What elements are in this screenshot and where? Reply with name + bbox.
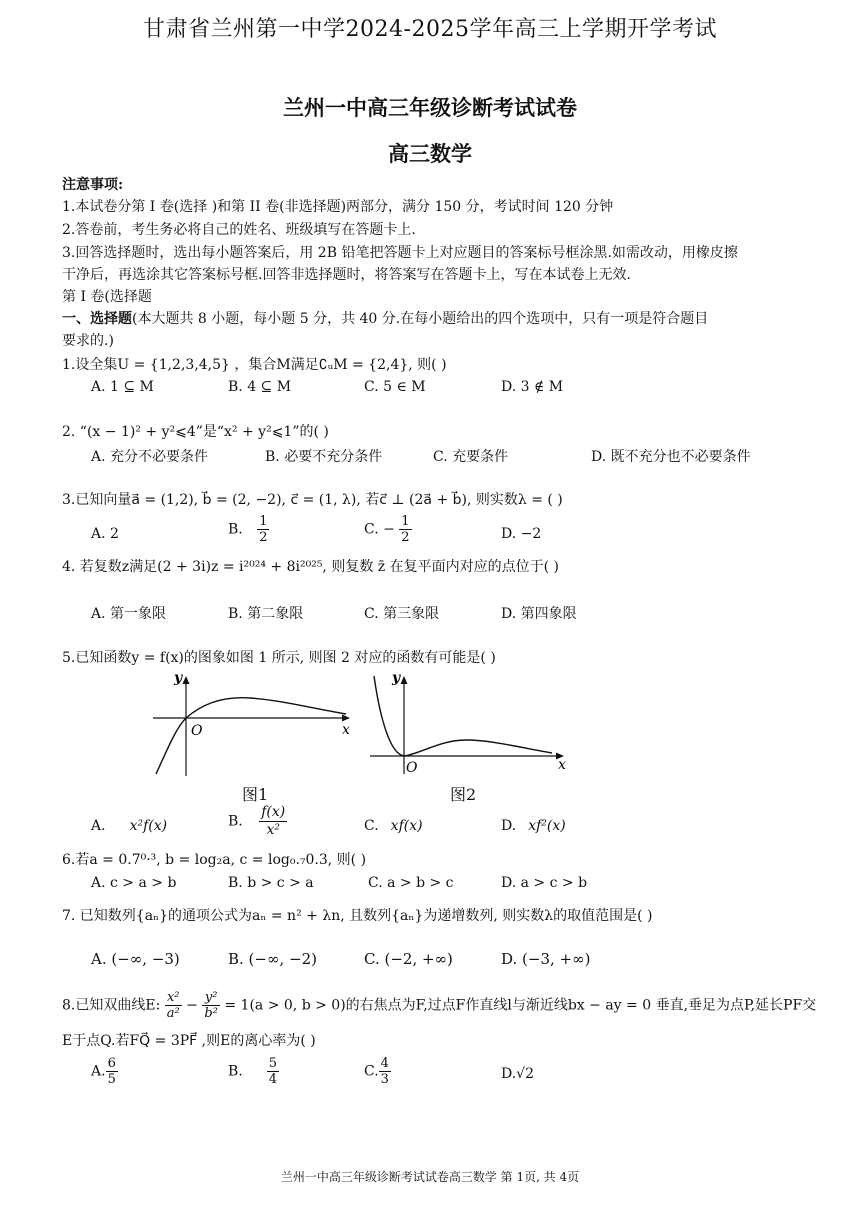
question-3-option-b-fraction: $\frac{1}{2}$ [259, 514, 268, 545]
fig1-y-arrow [183, 676, 190, 684]
note-item-1: 1.本试卷分第 I 卷(选择 )和第 II 卷(非选择题)两部分，满分 150 分，考试时间 120 分钟 [62, 199, 614, 215]
question-6-option-d: D. a > c > b [501, 875, 588, 891]
section-heading: 一、选择题 [62, 311, 132, 327]
question-3-stem: 3.已知向量a⃗ = (1,2), b⃗ = (2, −2), c⃗ = (1, λ), 若c⃗ ⊥ (2a⃗ + b⃗), 则实数λ = ( ) [62, 492, 563, 508]
question-1-option-d: D. 3 ∉ M [501, 379, 564, 395]
question-4-option-a: A. 第一象限 [91, 606, 167, 622]
question-8-option-a: A. $\frac{6}{5}$ [91, 1056, 116, 1087]
fig2-x-label: x [558, 757, 566, 773]
question-8-option-d: D.√2 [501, 1066, 535, 1082]
question-5-option-d: D. xf²(x) [501, 818, 566, 834]
question-2-stem: 2. “(x − 1)² + y²⩽4”是“x² + y²⩽1”的( ) [62, 424, 329, 440]
question-8-stem-cont: E于点Q.若FQ⃗ = 3PF⃗ ,则E的离心率为( ) [62, 1033, 316, 1049]
fig2-curve [374, 676, 552, 756]
question-7-option-d: D. (−3, +∞) [501, 950, 591, 968]
question-3-option-b [228, 514, 269, 545]
question-3-option-a: A. 2 [91, 526, 119, 542]
question-8-option-b: B. $\frac{5}{4}$ [228, 1056, 278, 1087]
question-7-option-b: B. (−∞, −2) [228, 950, 317, 968]
question-8-fraction-x: $\frac{\text{x²}}{\text{a²}}$ [166, 990, 180, 1021]
question-1-stem: 1.设全集U = {1,2,3,4,5} ，集合M满足∁ᵤM = {2,4}, 则( ) [62, 357, 447, 373]
section-line-1 [62, 309, 708, 329]
notes-heading: 注意事项: [62, 177, 124, 193]
question-2-option-b: B. 必要不充分条件 [265, 449, 383, 465]
figure-1-graph [150, 668, 360, 778]
question-1-option-b: B. 4 ⊆ M [228, 379, 292, 395]
question-3-option-c-fraction: $\frac{1}{2}$ [401, 514, 410, 545]
question-8-stem: 8.已知双曲线E: $\frac{\text{x²}}{\text{a²}}$ − $\frac{\text{y²}}{\text{b²}}$ = 1(a > 0, b > 0)的右焦点为F,过点F作直线l与渐近线bx − ay = 0 垂直,垂足为点P,延长PF交 [62, 990, 817, 1021]
exam-subject: 高三数学 [388, 141, 472, 166]
question-7-option-a: A. (−∞, −3) [91, 950, 180, 968]
page-footer: 兰州一中高三年级诊断考试试卷高三数学 第 1页, 共 4页 [280, 1170, 580, 1184]
fig1-curve [156, 698, 346, 774]
note-item-3: 3.回答选择题时，选出每小题答案后，用 2B 铅笔把答题卡上对应题目的答案标号框涂黑.如需改动，用橡皮擦 [62, 245, 738, 261]
question-5-option-c: C. xf(x) [364, 818, 423, 834]
question-1-option-a: A. 1 ⊆ M [91, 379, 154, 395]
exam-title: 兰州一中高三年级诊断考试试卷 [283, 95, 577, 120]
question-4-option-d: D. 第四象限 [501, 606, 577, 622]
page-header: 甘肃省兰州第一中学2024-2025学年高三上学期开学考试 [143, 17, 717, 42]
question-6-option-b: B. b > c > a [228, 875, 314, 891]
fig2-y-arrow [401, 676, 408, 684]
question-5-option-b: B. $\frac{f(x)}{\text{x²}}$ [228, 804, 286, 838]
question-2-option-c: C. 充要条件 [433, 449, 509, 465]
question-8-option-c: C. $\frac{4}{3}$ [364, 1056, 389, 1087]
figure-2-caption: 图2 [450, 785, 477, 804]
question-5-stem: 5.已知函数y = f(x)的图象如图 1 所示, 则图 2 对应的函数有可能是( ) [62, 650, 496, 666]
figure-1-caption: 图1 [242, 785, 269, 804]
question-3-option-c-label: C. − [364, 521, 395, 538]
question-4-stem: 4. 若复数z满足(2 + 3i)z = i²⁰²⁴ + 8i²⁰²⁵, 则复数 z̄ 在复平面内对应的点位于( ) [62, 559, 559, 575]
fig2-y-label: y [392, 670, 401, 686]
question-4-option-c: C. 第三象限 [364, 606, 440, 622]
question-6-option-c: C. a > b > c [368, 875, 454, 891]
question-3-option-d: D. −2 [501, 526, 542, 542]
note-item-2: 2.答卷前，考生务必将自己的姓名、班级填写在答题卡上. [62, 222, 416, 238]
question-6-option-a: A. c > a > b [91, 875, 177, 891]
part-label: 第 I 卷(选择题 [62, 289, 152, 305]
question-2-option-d: D. 既不充分也不必要条件 [591, 449, 751, 465]
note-item-3-cont: 干净后，再选涂其它答案标号框.回答非选择题时，将答案写在答题卡上，写在本试卷上无效. [62, 267, 631, 283]
question-3-option-c [364, 514, 412, 545]
question-7-stem: 7. 已知数列{aₙ}的通项公式为aₙ = n² + λn, 且数列{aₙ}为递增数列, 则实数λ的取值范围是( ) [62, 908, 653, 924]
question-1-option-c: C. 5 ∈ M [364, 379, 426, 395]
fig1-x-arrow [342, 715, 350, 722]
fig1-y-label: y [174, 670, 183, 686]
question-8-fraction-y: $\frac{\text{y²}}{\text{b²}}$ [204, 990, 218, 1021]
section-desc-cont: 要求的.) [62, 333, 114, 349]
fig1-origin-label: O [191, 723, 203, 739]
question-3-option-b-label: B. [228, 521, 243, 538]
section-desc: (本大题共 8 小题，每小题 5 分，共 40 分.在每小题给出的四个选项中，只有一项是符合题目 [132, 311, 709, 327]
question-5-option-a: A. x²f(x) [91, 818, 168, 834]
question-4-option-b: B. 第二象限 [228, 606, 304, 622]
question-6-stem: 6.若a = 0.7⁰·³, b = log₂a, c = log₀.₇0.3, 则( ) [62, 852, 367, 868]
question-7-option-c: C. (−2, +∞) [364, 950, 453, 968]
figure-2-graph [362, 668, 572, 778]
question-2-option-a: A. 充分不必要条件 [91, 449, 209, 465]
fig2-origin-label: O [406, 760, 418, 776]
fig1-x-label: x [342, 722, 350, 738]
